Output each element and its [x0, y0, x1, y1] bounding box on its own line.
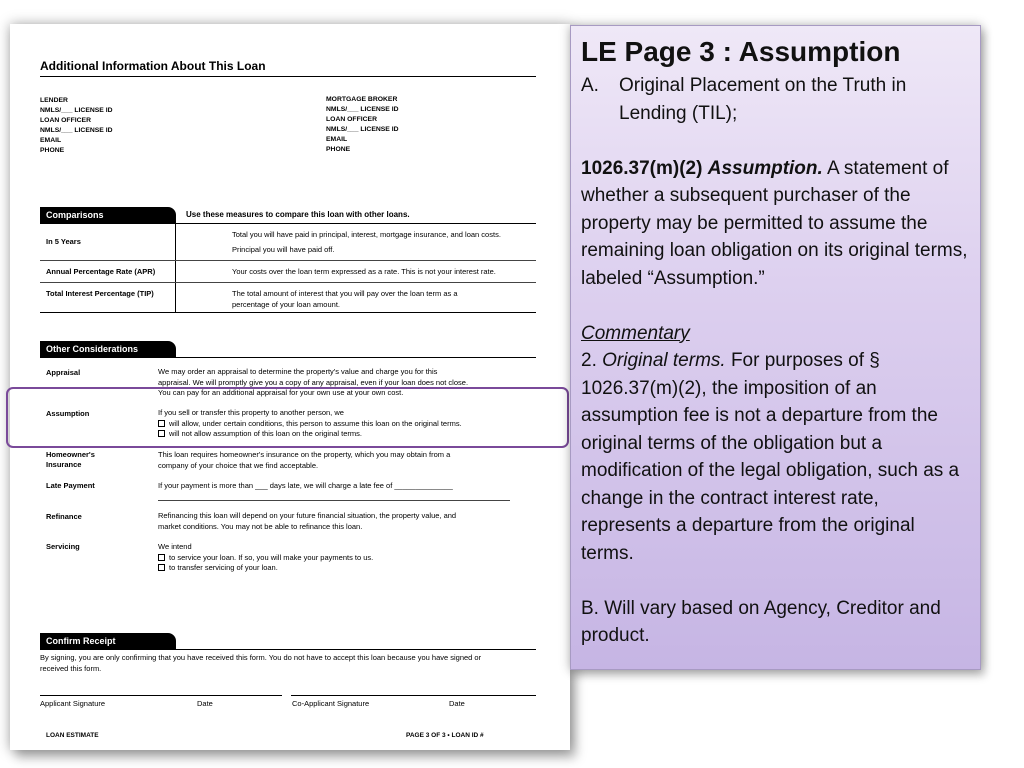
servicing-label: Servicing: [46, 542, 80, 551]
lender-field: NMLS/___ LICENSE ID: [40, 127, 113, 134]
servicing-text: We intend to service your loan. If so, you will make your payments to us. to transfer servicing of your loan.: [158, 542, 374, 572]
homeowners-insurance-text: This loan requires homeowner's insurance on the property, which you may obtain from a company of your choice that we find acceptable.: [158, 450, 451, 470]
in-5-years-text: Total you will have paid in principal, interest, mortgage insurance, and loan costs. Principal you will have paid off.: [232, 230, 501, 254]
title-divider: [40, 76, 536, 77]
commentary-paragraph: [581, 347, 970, 567]
regulation-text: A statement of whether a subsequent purchaser of the property may be permitted to assume the remaining loan obligation on its original terms, labeled “Assumption.”: [581, 157, 968, 289]
comparisons-column-rule: [175, 223, 176, 312]
comparisons-tab: Comparisons: [40, 207, 176, 223]
comparisons-bottom-rule: [40, 312, 536, 313]
footer-right: PAGE 3 OF 3 • LOAN ID #: [406, 732, 484, 739]
commentary-heading: Commentary: [581, 322, 690, 344]
broker-field: EMAIL: [326, 136, 348, 143]
refinance-text: Refinancing this loan will depend on your future financial situation, the property value, and market conditions. You may not be able to refinance this loan.: [158, 511, 457, 531]
in-5-years-label: In 5 Years: [46, 237, 81, 246]
appraisal-label: Appraisal: [46, 368, 81, 377]
refinance-label: Refinance: [46, 512, 82, 521]
appraisal-text: We may order an appraisal to determine the property's value and charge you for this appraisal. We will promptly give you a copy of any appraisal, even if your loan does not close. You can pay for an additional appraisal for your own use at your own cost.: [158, 367, 469, 397]
lender-field: LOAN OFFICER: [40, 117, 91, 124]
commentary-term: Original terms.: [602, 350, 726, 371]
item-b: B. Will vary based on Agency, Creditor and product.: [581, 597, 941, 646]
lender-field: LENDER: [40, 97, 68, 104]
lender-field: EMAIL: [40, 137, 62, 144]
row-divider: [40, 260, 536, 261]
applicant-signature-label: Applicant Signature: [40, 699, 106, 708]
footer-left: LOAN ESTIMATE: [46, 732, 99, 739]
regulation-citation: 1026.37(m)(2): [581, 157, 703, 179]
late-payment-label: Late Payment: [46, 481, 95, 490]
panel-title: LE Page 3 : Assumption: [581, 36, 901, 67]
broker-field: LOAN OFFICER: [326, 116, 377, 123]
assumption-text: If you sell or transfer this property to another person, we will allow, under certain conditions, this person to assume this loan on the original terms. will not allow assumption of this loan on the original terms.: [158, 408, 462, 438]
other-considerations-rule: [40, 357, 536, 358]
co-applicant-signature-label: Co-Applicant Signature: [292, 699, 370, 708]
other-considerations-tab: Other Considerations: [40, 341, 176, 357]
lender-field: PHONE: [40, 147, 65, 154]
broker-field: PHONE: [326, 146, 351, 153]
item-a-marker: A.: [581, 75, 599, 96]
confirm-receipt-text: By signing, you are only confirming that you have received this form. You do not have to accept this loan because you have signed or received this form.: [40, 653, 482, 673]
commentary-number: 2.: [581, 350, 597, 371]
co-applicant-date-label: Date: [449, 699, 465, 708]
co-applicant-signature-line[interactable]: [291, 695, 536, 696]
lender-field: NMLS/___ LICENSE ID: [40, 107, 113, 114]
regulation-heading: Assumption.: [707, 157, 823, 179]
explanation-panel: [570, 25, 981, 670]
comparisons-note: Use these measures to compare this loan with other loans.: [186, 210, 410, 219]
row-divider: [40, 282, 536, 283]
broker-field: NMLS/___ LICENSE ID: [326, 126, 399, 133]
tip-label: Total Interest Percentage (TIP): [46, 289, 154, 298]
item-a-text: Original Placement on the Truth in Lending (TIL);: [619, 75, 907, 124]
assumption-highlight-box: [6, 387, 569, 448]
servicing-transfer-checkbox[interactable]: [158, 564, 165, 571]
assumption-label: Assumption: [46, 409, 90, 418]
apr-label: Annual Percentage Rate (APR): [46, 267, 156, 276]
applicant-signature-line[interactable]: [40, 695, 282, 696]
broker-field: MORTGAGE BROKER: [326, 96, 398, 103]
servicing-service-checkbox[interactable]: [158, 554, 165, 561]
homeowners-insurance-label: Homeowner's Insurance: [46, 450, 95, 469]
lender-contact-block: [40, 96, 113, 156]
item-a: [581, 72, 970, 127]
confirm-receipt-rule: [40, 649, 536, 650]
late-payment-blank-line: [158, 500, 510, 501]
commentary-text: For purposes of § 1026.37(m)(2), the imposition of an assumption fee is not a departure from the original terms of the obligation but a modification of the legal obligation, such as a change in the contract interest rate, represents a departure from the original terms.: [581, 350, 960, 564]
confirm-receipt-tab: Confirm Receipt: [40, 633, 176, 649]
broker-contact-block: [326, 95, 399, 155]
applicant-date-label: Date: [197, 699, 213, 708]
apr-text: Your costs over the loan term expressed as a rate. This is not your interest rate.: [232, 267, 496, 276]
form-title: Additional Information About This Loan: [40, 59, 266, 73]
regulation-paragraph: [581, 155, 970, 293]
comparisons-top-rule: [40, 223, 536, 224]
late-payment-text: If your payment is more than ___ days late, we will charge a late fee of ______________: [158, 481, 453, 490]
broker-field: NMLS/___ LICENSE ID: [326, 106, 399, 113]
tip-text: The total amount of interest that you will pay over the loan term as a percentage of your loan amount.: [232, 289, 458, 309]
